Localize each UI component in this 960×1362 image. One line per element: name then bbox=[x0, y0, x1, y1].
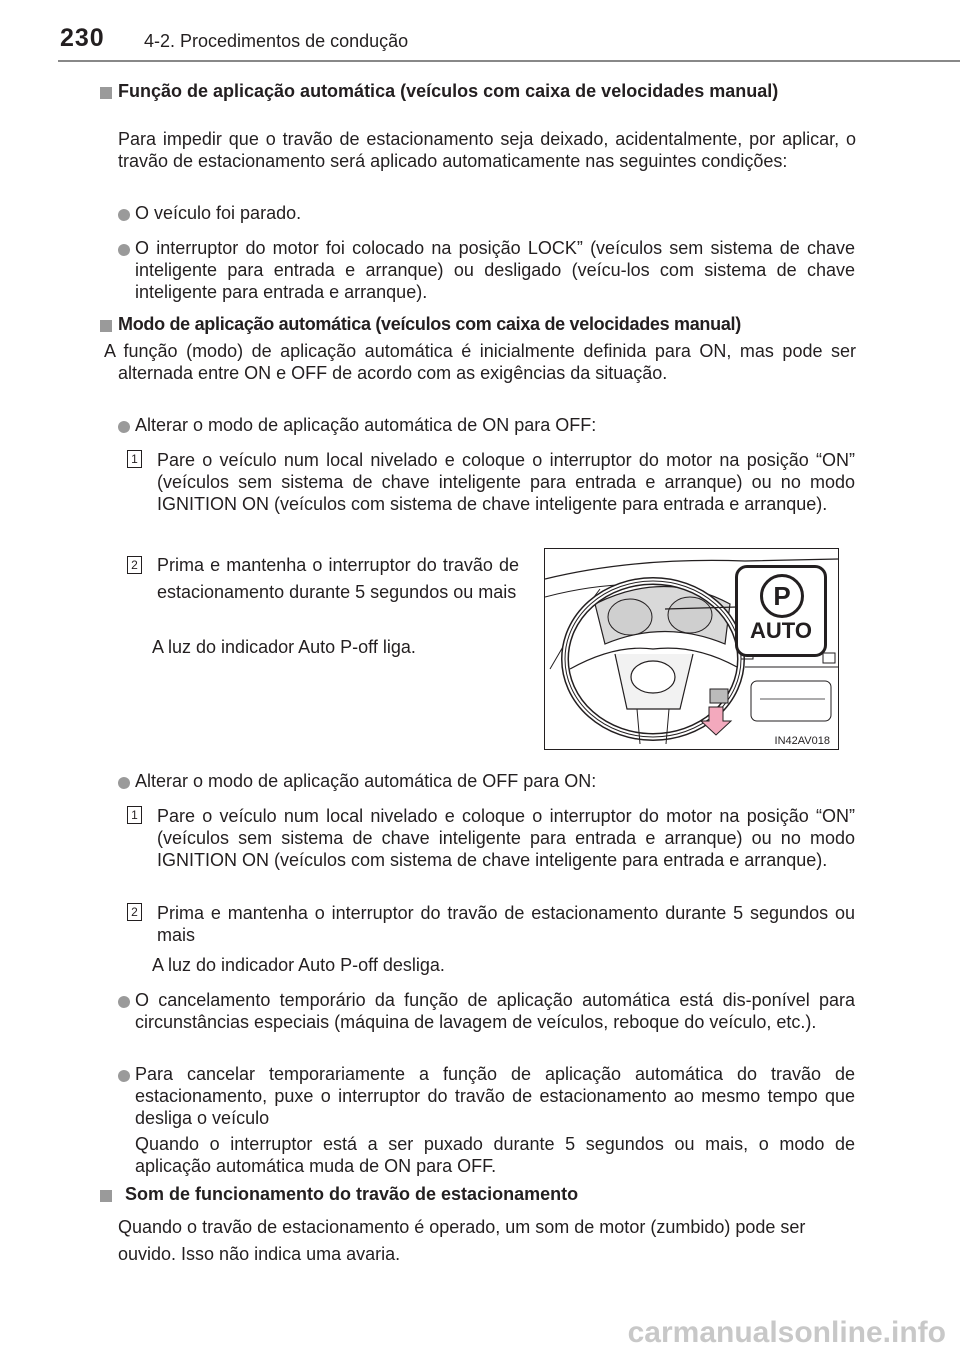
round-bullet-icon bbox=[118, 209, 130, 221]
paragraph-operation-sound: Quando o travão de estacionamento é operado, um som de motor (zumbido) pode ser ouvido. Isso não indica uma avaria. bbox=[118, 1217, 806, 1264]
header-rule bbox=[58, 60, 960, 62]
square-bullet-icon bbox=[100, 320, 112, 332]
step-number-1: 1 bbox=[127, 806, 142, 824]
bullet-temporary-cancel-available: O cancelamento temporário da função de aplicação automática está dis-ponível para circunstâncias especiais (máquina de lavagem de veículos, reboque do veículo, etc.). bbox=[135, 990, 855, 1032]
bullet-vehicle-stopped: O veículo foi parado. bbox=[135, 203, 302, 223]
step-press-hold-switch: Prima e mantenha o interruptor do travão de estacionamento durante 5 segundos ou mais bbox=[157, 903, 855, 945]
square-bullet-icon bbox=[100, 1190, 112, 1202]
heading-auto-apply-mode: Modo de aplicação automática (veículos com caixa de velocidades manual) bbox=[118, 314, 741, 334]
section-title: 4-2. Procedimentos de condução bbox=[144, 31, 409, 51]
heading-auto-apply-function: Função de aplicação automática (veículos com caixa de velocidades manual) bbox=[118, 81, 779, 101]
figure-dashboard-parking-switch bbox=[544, 548, 839, 750]
step-stop-vehicle-on: Pare o veículo num local nivelado e coloque o interruptor do motor na posição “ON” (veículos sem sistema de chave inteligente para entrada e arranque) ou no modo IGNITION ON (veículos com sistema de chave inteligente para entrada e arranque). bbox=[157, 806, 855, 870]
bullet-temporary-cancel-procedure: Para cancelar temporariamente a função de aplicação automática do travão de estacionamento, puxe o interruptor do travão de estacionamento ao mesmo tempo que desliga o veículo bbox=[135, 1064, 855, 1128]
round-bullet-icon bbox=[118, 996, 130, 1008]
watermark: carmanualsonline.info bbox=[627, 1316, 946, 1349]
paragraph-mode-intro: A função (modo) de aplicação automática é inicialmente definida para ON, mas pode ser alternada entre ON e OFF de acordo com as exigências da situação. bbox=[104, 341, 856, 383]
note-indicator-off: A luz do indicador Auto P-off desliga. bbox=[152, 955, 445, 975]
step-number-1: 1 bbox=[127, 450, 142, 468]
paragraph-temporary-cancel-result: Quando o interruptor está a ser puxado durante 5 segundos ou mais, o modo de aplicação automática muda de ON para OFF. bbox=[135, 1134, 855, 1176]
square-bullet-icon bbox=[100, 87, 112, 99]
step-number-2: 2 bbox=[127, 903, 142, 921]
bullet-on-to-off: Alterar o modo de aplicação automática de ON para OFF: bbox=[135, 415, 597, 435]
bullet-off-to-on: Alterar o modo de aplicação automática de OFF para ON: bbox=[135, 771, 597, 791]
auto-parking-button-callout bbox=[735, 565, 827, 657]
step-press-hold-switch: Prima e mantenha o interruptor do travão de estacionamento durante 5 segundos ou mais bbox=[157, 555, 519, 602]
round-bullet-icon bbox=[118, 777, 130, 789]
step-number-2: 2 bbox=[127, 556, 142, 574]
parking-p-icon: P bbox=[760, 574, 804, 618]
paragraph-auto-apply-intro: Para impedir que o travão de estacionamento seja deixado, acidentalmente, por aplicar, o travão de estacionamento será aplicado automaticamente nas seguintes condições: bbox=[118, 129, 856, 171]
step-stop-vehicle-on: Pare o veículo num local nivelado e coloque o interruptor do motor na posição “ON” (veículos sem sistema de chave inteligente para entrada e arranque) ou no modo IGNITION ON (veículos com sistema de chave inteligente para entrada e arranque). bbox=[157, 450, 855, 514]
heading-operation-sound: Som de funcionamento do travão de estacionamento bbox=[125, 1184, 579, 1204]
page-header bbox=[0, 0, 960, 62]
note-indicator-on: A luz do indicador Auto P-off liga. bbox=[152, 637, 416, 657]
round-bullet-icon bbox=[118, 421, 130, 433]
round-bullet-icon bbox=[118, 1070, 130, 1082]
page-number: 230 bbox=[60, 24, 105, 52]
figure-code: IN42AV018 bbox=[774, 735, 830, 747]
round-bullet-icon bbox=[118, 244, 130, 256]
bullet-engine-switch-lock: O interruptor do motor foi colocado na posição LOCK” (veículos sem sistema de chave inteligente para entrada e arranque) ou desligado (veícu-los com sistema de chave inteligente para entrada e arranque). bbox=[135, 238, 855, 302]
auto-label: AUTO bbox=[750, 618, 812, 643]
